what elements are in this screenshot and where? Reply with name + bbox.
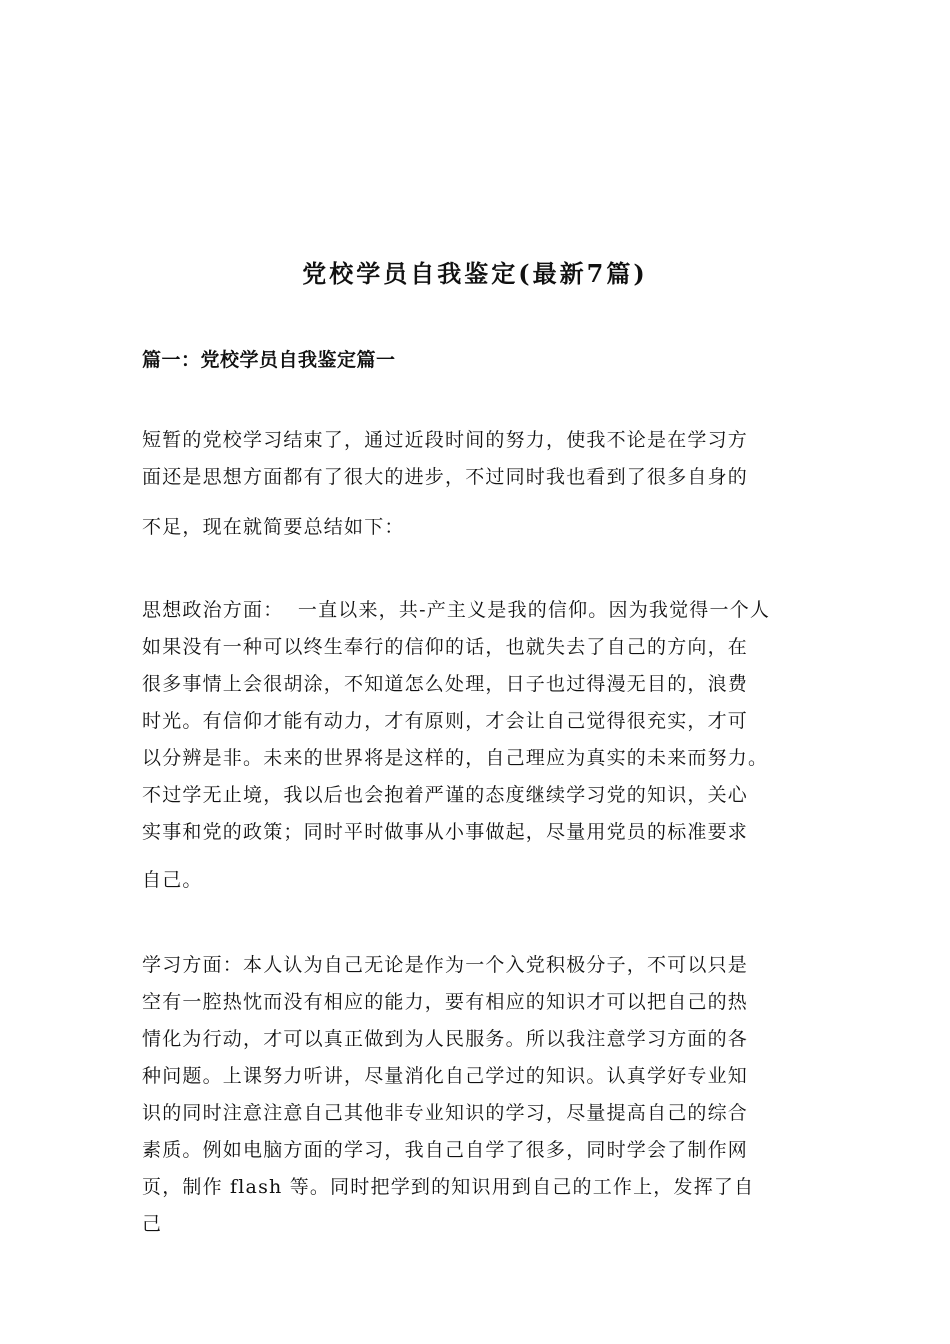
paragraph-line: 短暂的党校学习结束了，通过近段时间的努力，使我不论是在学习方 — [142, 429, 749, 451]
paragraph-line: 不足，现在就简要总结如下： — [142, 516, 405, 538]
paragraph-line: 页，制作 flash 等。同时把学到的知识用到自己的工作上，发挥了自 — [142, 1176, 755, 1198]
paragraph-line: 思想政治方面： 一直以来，共-产主义是我的信仰。因为我觉得一个人 — [142, 599, 771, 621]
paragraph-line: 素质。例如电脑方面的学习，我自己自学了很多，同时学会了制作网 — [142, 1139, 749, 1161]
paragraph-line: 自己。 — [142, 869, 203, 891]
paragraph-line: 以分辨是非。未来的世界将是这样的，自己理应为真实的未来而努力。 — [142, 747, 769, 769]
paragraph-line: 时光。有信仰才能有动力，才有原则，才会让自己觉得很充实，才可 — [142, 710, 749, 732]
paragraph-line: 种问题。上课努力听讲，尽量消化自己学过的知识。认真学好专业知 — [142, 1065, 749, 1087]
paragraph-line: 学习方面：本人认为自己无论是作为一个入党积极分子，不可以只是 — [142, 954, 749, 976]
paragraph-line: 识的同时注意注意自己其他非专业知识的学习，尽量提高自己的综合 — [142, 1102, 749, 1124]
paragraph-line: 空有一腔热忱而没有相应的能力，要有相应的知识才可以把自己的热 — [142, 991, 749, 1013]
section-heading: 篇一：党校学员自我鉴定篇一 — [142, 349, 396, 371]
paragraph-line: 面还是思想方面都有了很大的进步，不过同时我也看到了很多自身的 — [142, 466, 749, 488]
paragraph-line: 不过学无止境，我以后也会抱着严谨的态度继续学习党的知识，关心 — [142, 784, 749, 806]
document-title: 党校学员自我鉴定(最新7篇) — [302, 259, 648, 288]
paragraph-line: 情化为行动，才可以真正做到为人民服务。所以我注意学习方面的各 — [142, 1028, 749, 1050]
paragraph-line: 己 — [142, 1213, 163, 1235]
paragraph-line: 很多事情上会很胡涂，不知道怎么处理，日子也过得漫无目的，浪费 — [142, 673, 749, 695]
paragraph-line: 实事和党的政策；同时平时做事从小事做起，尽量用党员的标准要求 — [142, 821, 749, 843]
paragraph-line: 如果没有一种可以终生奉行的信仰的话，也就失去了自己的方向，在 — [142, 636, 749, 658]
